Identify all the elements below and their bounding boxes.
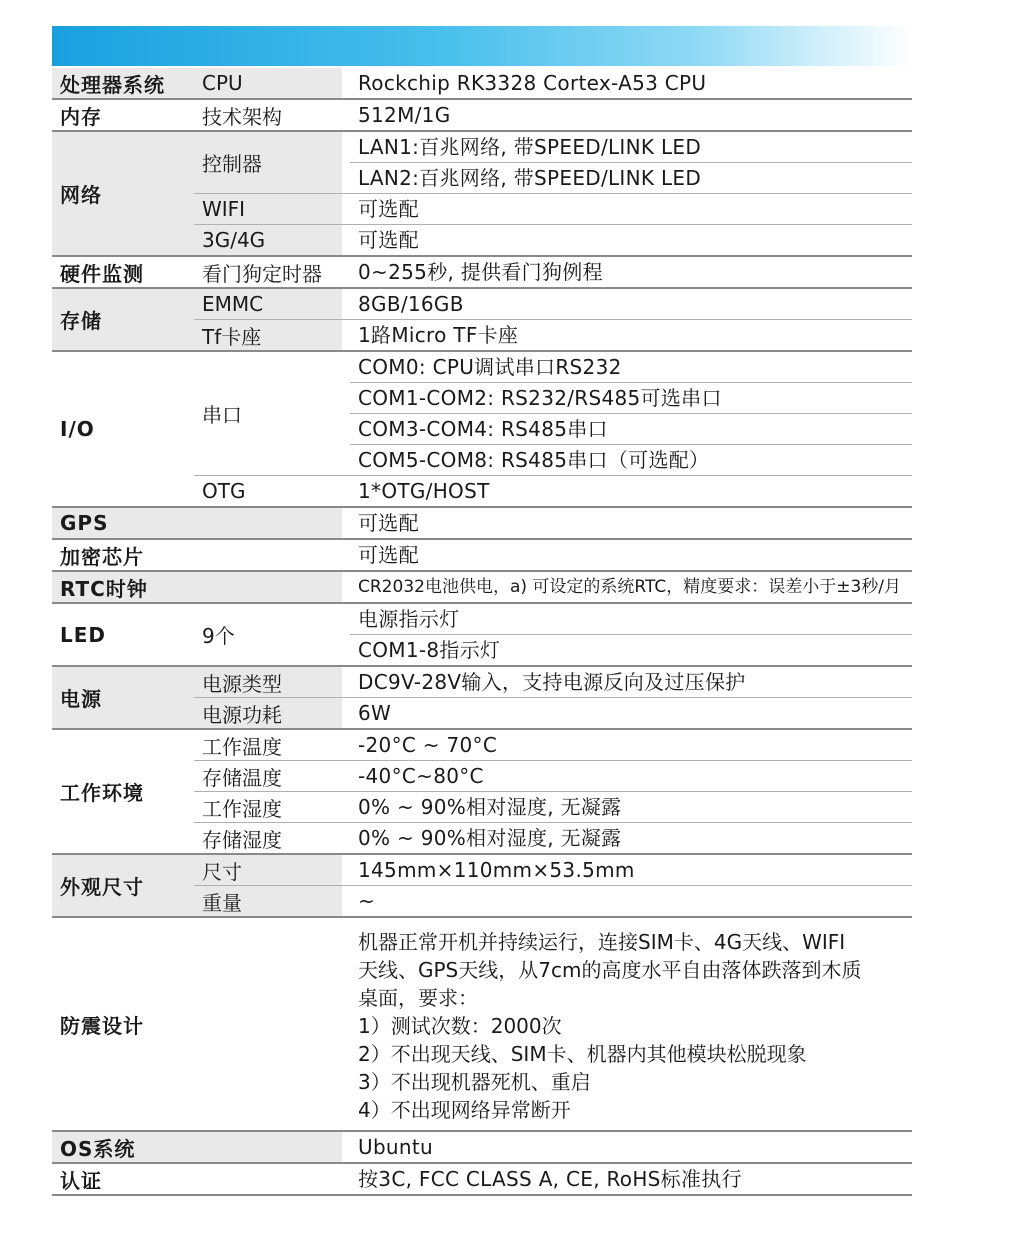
spec-group xyxy=(52,918,912,1132)
subcategory-label: Tf卡座 xyxy=(202,324,262,349)
spec-value: DC9V-28V输入，支持电源反向及过压保护 xyxy=(358,670,746,694)
spec-subrow xyxy=(194,540,912,570)
subcategory-label: 3G/4G xyxy=(202,228,266,252)
spec-value: 0~255秒, 提供看门狗例程 xyxy=(358,260,603,284)
spec-group xyxy=(52,352,912,508)
spec-value: Ubuntu xyxy=(358,1135,434,1159)
spec-values xyxy=(350,730,912,760)
spec-group xyxy=(52,257,912,289)
spec-values xyxy=(350,572,912,602)
subcategory-label: 存储湿度 xyxy=(202,827,282,852)
category-label: 内存 xyxy=(60,104,102,129)
spec-text-line: 天线、GPS天线，从7cm的高度水平自由落体跌落到木质 xyxy=(358,958,862,982)
spec-values xyxy=(350,855,912,885)
spec-value: 可选配 xyxy=(358,511,419,535)
spec-value: 0% ~ 90%相对湿度, 无凝露 xyxy=(358,795,622,819)
spec-group xyxy=(52,132,912,257)
spec-rows xyxy=(194,132,912,255)
spec-rows xyxy=(194,667,912,728)
spec-subrow xyxy=(194,1164,912,1194)
spec-values xyxy=(350,823,912,853)
spec-subrow xyxy=(194,193,912,224)
spec-value: -40°C~80°C xyxy=(358,764,484,788)
spec-value: 1路Micro TF卡座 xyxy=(358,323,519,347)
category-label: I/O xyxy=(60,417,95,441)
spec-text-line: 4）不出现网络异常断开 xyxy=(358,1098,571,1122)
spec-values xyxy=(350,886,912,916)
spec-table xyxy=(52,68,912,1196)
subcategory-label: 尺寸 xyxy=(202,859,242,884)
subcategory-label: 控制器 xyxy=(202,152,262,176)
spec-subrow xyxy=(194,822,912,853)
spec-subrow xyxy=(194,604,912,665)
spec-value: 可选配 xyxy=(358,543,419,567)
spec-value: 可选配 xyxy=(358,197,419,221)
spec-value: ~ xyxy=(358,889,376,913)
spec-values xyxy=(350,698,912,728)
spec-values xyxy=(350,100,912,130)
category-label: RTC时钟 xyxy=(60,576,148,601)
spec-value: COM3-COM4: RS485串口 xyxy=(350,413,912,444)
subcategory-label: OTG xyxy=(202,479,246,503)
spec-rows xyxy=(194,918,912,1130)
spec-text-line: 机器正常开机并持续运行，连接SIM卡、4G天线、WIFI xyxy=(358,930,846,954)
spec-values xyxy=(350,68,912,98)
spec-rows xyxy=(194,68,912,98)
spec-value: COM5-COM8: RS485串口（可选配） xyxy=(350,444,912,475)
spec-group xyxy=(52,730,912,855)
spec-values xyxy=(350,476,912,506)
category-label: 加密芯片 xyxy=(60,544,144,569)
spec-text-line: 2）不出现天线、SIM卡、机器内其他模块松脱现象 xyxy=(358,1042,807,1066)
subcategory-label xyxy=(194,1164,350,1194)
subcategory-label: 技术架构 xyxy=(202,104,282,129)
spec-group xyxy=(52,540,912,572)
spec-subrow xyxy=(194,508,912,538)
spec-subrow xyxy=(194,572,912,602)
spec-value: -20°C ~ 70°C xyxy=(358,733,498,757)
subcategory-label: 电源功耗 xyxy=(202,702,282,727)
spec-subrow xyxy=(194,697,912,728)
spec-value: 可选配 xyxy=(358,228,419,252)
spec-group xyxy=(52,855,912,918)
subcategory-label: 工作温度 xyxy=(202,734,282,759)
category-label: LED xyxy=(60,622,107,647)
subcategory-label xyxy=(194,918,350,1130)
spec-value: COM0: CPU调试串口RS232 xyxy=(358,355,622,379)
category-label: 防震设计 xyxy=(60,1013,144,1038)
spec-rows xyxy=(194,1132,912,1162)
spec-value: 0% ~ 90%相对湿度, 无凝露 xyxy=(358,826,622,850)
spec-subrow xyxy=(194,667,912,697)
spec-subrow xyxy=(194,730,912,760)
subcategory-label xyxy=(194,540,350,570)
spec-subrow xyxy=(194,855,912,885)
category-label: GPS xyxy=(60,511,109,535)
spec-subrow xyxy=(194,475,912,506)
subcategory-label: EMMC xyxy=(202,292,264,316)
spec-rows xyxy=(194,540,912,570)
spec-subrow xyxy=(194,918,912,1130)
spec-value: 512M/1G xyxy=(358,103,451,127)
subcategory-label xyxy=(194,572,350,602)
spec-rows xyxy=(194,352,912,506)
spec-subrow xyxy=(194,289,912,319)
spec-text-line: 3）不出现机器死机、重启 xyxy=(358,1070,591,1094)
subcategory-label: 9个 xyxy=(202,624,235,648)
spec-values xyxy=(350,194,912,224)
spec-subrow xyxy=(194,352,912,475)
spec-values xyxy=(350,761,912,791)
subcategory-label: 重量 xyxy=(202,890,242,915)
subcategory-label: CPU xyxy=(202,71,243,95)
spec-values xyxy=(350,1132,912,1162)
category-label: 硬件监测 xyxy=(60,261,144,286)
spec-value: 电源指示灯 xyxy=(358,607,460,631)
spec-values xyxy=(350,320,912,350)
category-label: 认证 xyxy=(60,1168,102,1193)
spec-rows xyxy=(194,257,912,287)
spec-subrow xyxy=(194,68,912,98)
spec-values xyxy=(350,1164,912,1194)
spec-value: COM1-COM2: RS232/RS485可选串口 xyxy=(350,382,912,413)
spec-group xyxy=(52,100,912,132)
spec-values xyxy=(350,352,912,475)
spec-value: COM1-8指示灯 xyxy=(350,634,912,665)
subcategory-label xyxy=(194,508,350,538)
spec-rows xyxy=(194,572,912,602)
category-label: 网络 xyxy=(60,183,102,207)
spec-subrow xyxy=(194,100,912,130)
spec-value: CR2032电池供电，a) 可设定的系统RTC，精度要求：误差小于±3秒/月 xyxy=(358,577,902,597)
spec-group xyxy=(52,572,912,604)
spec-rows xyxy=(194,604,912,665)
spec-value: LAN1:百兆网络, 带SPEED/LINK LED xyxy=(358,135,702,159)
category-label: 工作环境 xyxy=(60,781,144,805)
spec-subrow xyxy=(194,132,912,193)
subcategory-label: 工作湿度 xyxy=(202,796,282,821)
spec-value: 1*OTG/HOST xyxy=(358,479,490,503)
spec-value: 按3C, FCC CLASS A, CE, RoHS标准执行 xyxy=(358,1167,742,1191)
subcategory-label: 看门狗定时器 xyxy=(202,261,322,286)
spec-subrow xyxy=(194,319,912,350)
spec-group xyxy=(52,1164,912,1196)
spec-value: 145mm×110mm×53.5mm xyxy=(358,858,635,882)
subcategory-label: WIFI xyxy=(202,197,246,221)
spec-subrow xyxy=(194,224,912,255)
spec-text-line: 1）测试次数：2000次 xyxy=(358,1014,562,1038)
subcategory-label xyxy=(194,1132,350,1162)
category-label: OS系统 xyxy=(60,1136,136,1161)
subcategory-label: 存储温度 xyxy=(202,765,282,790)
spec-values xyxy=(350,540,912,570)
spec-value: Rockchip RK3328 Cortex-A53 CPU xyxy=(358,71,707,95)
subcategory-label: 电源类型 xyxy=(202,671,282,696)
category-label: 存储 xyxy=(60,309,102,333)
spec-group xyxy=(52,508,912,540)
spec-rows xyxy=(194,289,912,350)
subcategory-label: 串口 xyxy=(202,403,242,427)
spec-values xyxy=(350,225,912,255)
spec-group xyxy=(52,68,912,100)
spec-subrow xyxy=(194,760,912,791)
spec-values xyxy=(350,132,912,193)
spec-values xyxy=(350,257,912,287)
spec-group xyxy=(52,289,912,352)
spec-group xyxy=(52,604,912,667)
spec-values xyxy=(350,289,912,319)
spec-values xyxy=(350,918,912,1130)
spec-text-line: 桌面，要求： xyxy=(358,986,478,1010)
spec-rows xyxy=(194,855,912,916)
spec-values xyxy=(350,604,912,665)
spec-values xyxy=(350,667,912,697)
spec-values xyxy=(350,792,912,822)
spec-subrow xyxy=(194,1132,912,1162)
spec-rows xyxy=(194,508,912,538)
spec-rows xyxy=(194,730,912,853)
spec-values xyxy=(350,508,912,538)
spec-group xyxy=(52,1132,912,1164)
spec-value: 6W xyxy=(358,701,392,725)
spec-subrow xyxy=(194,791,912,822)
category-label: 电源 xyxy=(60,687,102,711)
spec-rows xyxy=(194,100,912,130)
spec-value: LAN2:百兆网络, 带SPEED/LINK LED xyxy=(350,162,912,193)
category-label: 外观尺寸 xyxy=(60,875,144,899)
spec-subrow xyxy=(194,257,912,287)
spec-rows xyxy=(194,1164,912,1194)
spec-subrow xyxy=(194,885,912,916)
category-label: 处理器系统 xyxy=(60,72,165,97)
spec-value: 8GB/16GB xyxy=(358,292,464,316)
header-banner xyxy=(52,26,912,66)
spec-group xyxy=(52,667,912,730)
